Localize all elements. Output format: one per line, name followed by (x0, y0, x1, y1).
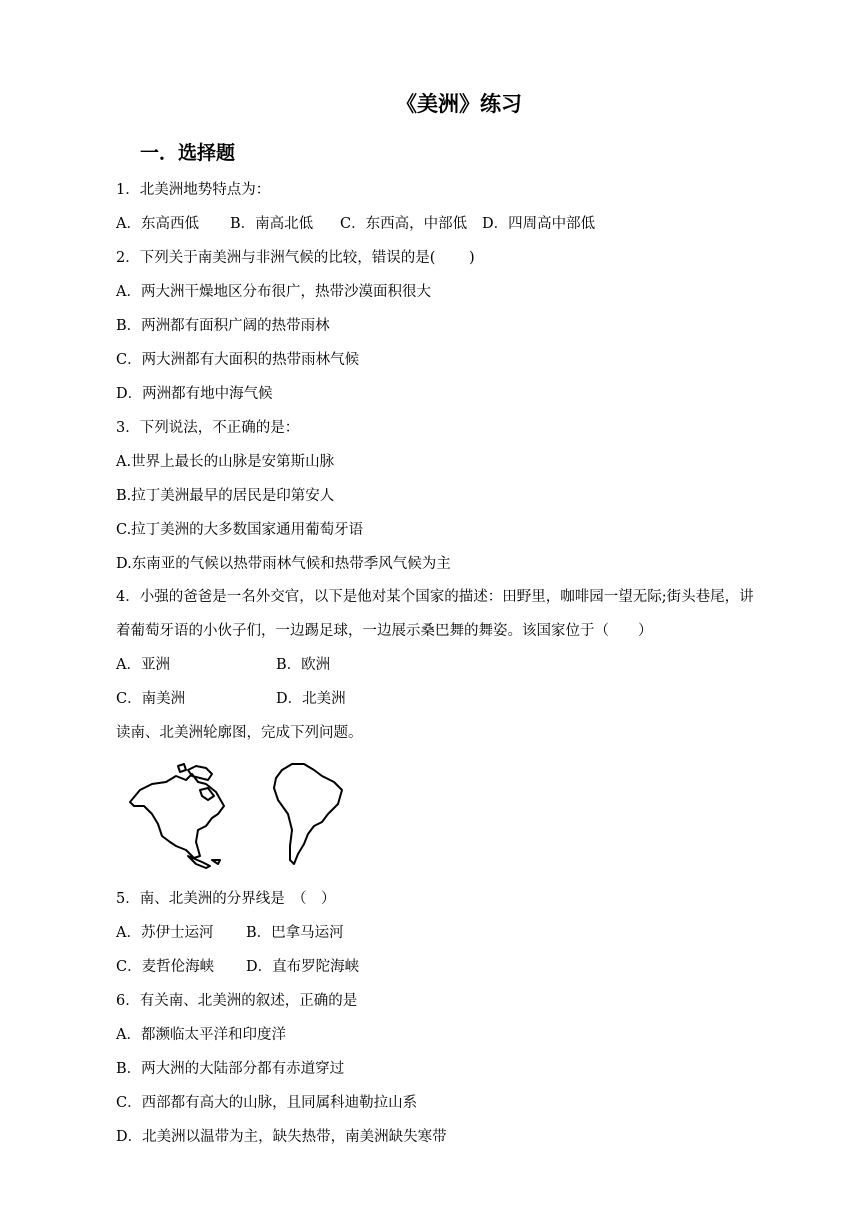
question-5-options-row1 (116, 923, 344, 943)
reading-intro: 读南、北美洲轮廓图，完成下列问题。 (116, 725, 363, 741)
option-a[interactable]: A．苏伊士运河 (116, 925, 214, 941)
south-america-outline-map (268, 760, 348, 872)
section-heading: 一．选择题 (140, 142, 236, 164)
option-a[interactable]: A．亚洲 (116, 657, 170, 673)
question-4-options-row1 (116, 655, 330, 675)
question-4-stem: 4．小强的爸爸是一名外交官，以下是他对某个国家的描述：田野里，咖啡园一望无际;街头巷尾，讲着葡萄牙语的小伙子们，一边踢足球，一边展示桑巴舞的舞姿。该国家位于（ ） (116, 589, 754, 639)
option-d[interactable]: D．四周高中部低 (482, 216, 596, 232)
option-c[interactable]: C．麦哲伦海峡 (116, 959, 215, 975)
option-c[interactable]: C．东西高，中部低 (340, 216, 468, 232)
question-6-option-c[interactable]: C．西部都有高大的山脉，且同属科迪勒拉山系 (116, 1095, 418, 1111)
option-a[interactable]: A．东高西低 (116, 216, 199, 232)
north-america-outline-map (126, 760, 238, 872)
option-c[interactable]: C．南美洲 (116, 691, 186, 707)
question-5-options-row2 (116, 957, 359, 977)
option-d[interactable]: D．北美洲 (276, 691, 346, 707)
question-3-option-d[interactable]: D.东南亚的气候以热带雨林气候和热带季风气候为主 (116, 556, 451, 572)
option-b[interactable]: B．巴拿马运河 (246, 925, 344, 941)
question-3-option-b[interactable]: B.拉丁美洲最早的居民是印第安人 (116, 488, 335, 504)
question-3-option-c[interactable]: C.拉丁美洲的大多数国家通用葡萄牙语 (116, 522, 364, 538)
question-6-stem: 6．有关南、北美洲的叙述，正确的是 (116, 993, 358, 1009)
question-2-option-d[interactable]: D．两洲都有地中海气候 (116, 386, 273, 402)
question-6-option-d[interactable]: D．北美洲以温带为主，缺失热带，南美洲缺失寒带 (116, 1129, 447, 1145)
question-3-stem: 3．下列说法，不正确的是： (116, 420, 300, 436)
question-6-option-b[interactable]: B．两大洲的大陆部分都有赤道穿过 (116, 1061, 345, 1077)
question-6-option-a[interactable]: A．都濒临太平洋和印度洋 (116, 1027, 286, 1043)
question-2-option-b[interactable]: B．两洲都有面积广阔的热带雨林 (116, 318, 330, 334)
page-title: 《美洲》练习 (396, 92, 522, 116)
question-2-stem: 2．下列关于南美洲与非洲气候的比较，错误的是( ) (116, 250, 475, 266)
question-2-option-c[interactable]: C．两大洲都有大面积的热带雨林气候 (116, 352, 360, 368)
option-d[interactable]: D．直布罗陀海峡 (246, 959, 360, 975)
question-3-option-a[interactable]: A.世界上最长的山脉是安第斯山脉 (116, 454, 335, 470)
question-1-stem: 1．北美洲地势特点为： (116, 182, 271, 198)
option-b[interactable]: B．欧洲 (276, 657, 331, 673)
question-1-options (116, 214, 595, 234)
question-5-stem: 5．南、北美洲的分界线是 （ ） (116, 891, 336, 907)
question-2-option-a[interactable]: A．两大洲干燥地区分布很广，热带沙漠面积很大 (116, 284, 431, 300)
question-4-options-row2 (116, 689, 346, 709)
option-b[interactable]: B．南高北低 (230, 216, 314, 232)
